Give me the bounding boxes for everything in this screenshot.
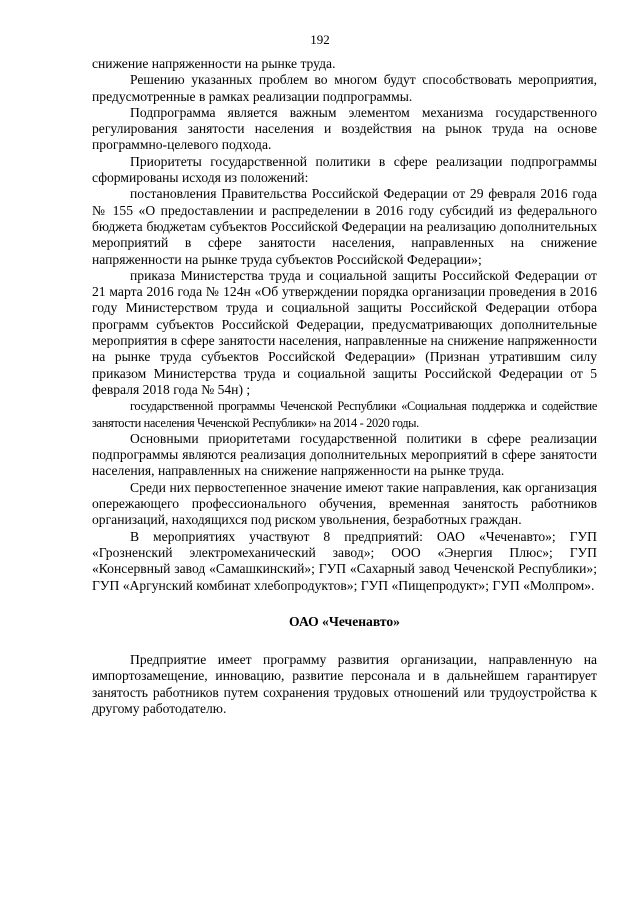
paragraph: приказа Министерства труда и социальной защиты Российской Федерации от 21 марта 2016 года № 124н «Об утверждении порядка организации проведения в 2016 году Министерством труда и социальной защиты Российской Федерации отбора программ субъектов Российской Федерации, предусматривающих дополнительные мероприятия в сфере занятости населения, направленные на снижение напряженности на рынке труда субъектов Российской Федерации» (Признан утратившим силу приказом Министерства труда и социальной защиты Российской Федерации от 5 февраля 2018 года № 54н) ;	[92, 267, 597, 397]
document-body	[92, 56, 597, 717]
paragraph: государственной программы Чеченской Республики «Социальная поддержка и содействие занятости населения Чеченской Республики» на 2014 - 2020 годы.	[92, 399, 597, 430]
paragraph: Основными приоритетами государственной политики в сфере реализации подпрограммы являются реализация дополнительных мероприятий в сфере занятости населения, направленных на снижение напряженности на рынке труда.	[92, 430, 597, 479]
paragraph-continuation: снижение напряженности на рынке труда.	[92, 56, 336, 71]
paragraph: постановления Правительства Российской Федерации от 29 февраля 2016 года № 155 «О предоставлении и распределении в 2016 году субсидий из федерального бюджета бюджетам субъектов Российской Федерации на реализацию дополнительных мероприятий в сфере занятости населения, направленных на снижение напряженности на рынке труда субъектов Российской Федерации»;	[92, 186, 597, 267]
paragraph: Подпрограмма является важным элементом механизма государственного регулирования занятости населения и воздействия на рынок труда на основе программно-целевого подхода.	[92, 104, 597, 153]
paragraph: Приоритеты государственной политики в сфере реализации подпрограммы сформированы исходя из положений:	[92, 153, 597, 186]
paragraph: Среди них первостепенное значение имеют такие направления, как организация опережающего профессионального обучения, временная занятость работников организаций, находящихся под риском увольнения, безработных граждан.	[92, 479, 597, 528]
section-heading: ОАО «Чеченавто»	[289, 613, 400, 629]
section-paragraph: Предприятие имеет программу развития организации, направленную на импортозамещение, инновацию, развитие персонала и в дальнейшем гарантирует занятость работников путем сохранения трудовых отношений или трудоустройства к другому работодателю.	[92, 652, 597, 716]
paragraph: Решению указанных проблем во многом будут способствовать мероприятия, предусмотренные в рамках реализации подпрограммы.	[92, 72, 597, 104]
paragraph: В мероприятиях участвуют 8 предприятий: ОАО «Чеченавто»; ГУП «Грозненский электромеханический завод»; ООО «Энергия Плюс»; ГУП «Консервный завод «Самашкинский»; ГУП «Сахарный завод Чеченской Республики»; ГУП «Аргунский комбинат хлебопродуктов»; ГУП «Пищепродукт»; ГУП «Молпром».	[92, 528, 597, 593]
page-number: 192	[310, 32, 330, 47]
